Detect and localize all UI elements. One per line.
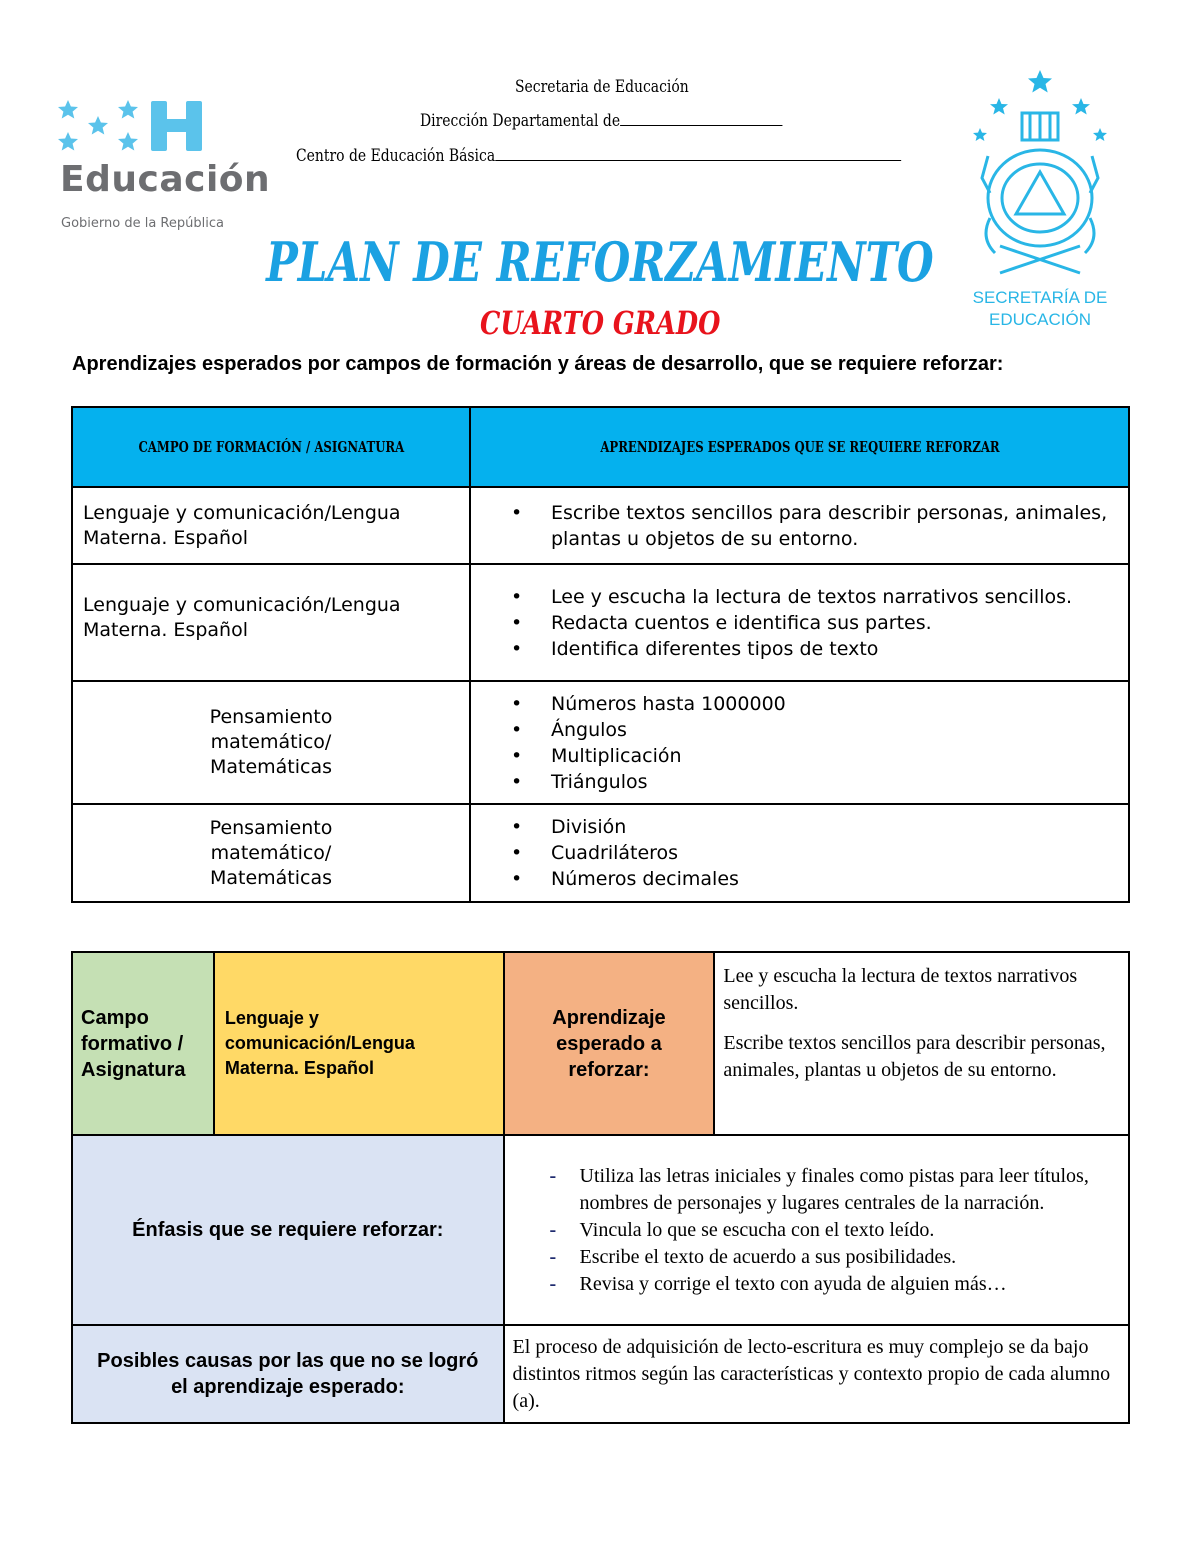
- enfasis-item: - Utiliza las letras iniciales y finales como pistas para leer títulos, nombres de personajes y lugares centrales de la narración.: [550, 1163, 1108, 1217]
- logo-name: Educación: [60, 159, 271, 200]
- seal-text-1: SECRETARÍA DE: [972, 288, 1108, 307]
- org-line: [515, 77, 689, 97]
- intro-text: Aprendizajes esperados por campos de formación y áreas de desarrollo, que se requiere reforzar:: [72, 353, 1004, 375]
- enfasis-item: - Revisa y corrige el texto con ayuda de alguien más…: [550, 1271, 1108, 1298]
- table-row: [72, 681, 1129, 804]
- enfasis-label: Énfasis que se requiere reforzar:: [72, 1135, 504, 1325]
- table-row: [72, 487, 1129, 564]
- aprendizaje-text-1: Lee y escucha la lectura de textos narrativos sencillos.: [723, 965, 1078, 1014]
- table-row: [72, 1135, 1129, 1325]
- reinforcement-table: [71, 951, 1130, 1424]
- aprendizaje-value: [714, 952, 1129, 1135]
- causas-label: Posibles causas por las que no se logró el aprendizaje esperado:: [72, 1325, 504, 1423]
- dept-line: [420, 111, 782, 131]
- list-item: • Escribe textos sencillos para describir personas, animales, plantas u objetos de su entorno.: [511, 500, 1128, 552]
- learning-table: [71, 406, 1130, 903]
- list-item: • Redacta cuentos e identifica sus partes.: [511, 610, 1128, 636]
- list-item: • Números hasta 1000000: [511, 691, 1128, 717]
- causas-value: El proceso de adquisición de lecto-escritura es muy complejo se da bajo distintos ritmos según las características y contexto propio de cada alumno (a).: [504, 1325, 1129, 1423]
- list-item: • Identifica diferentes tipos de texto: [511, 636, 1128, 662]
- logo-subtitle: Gobierno de la República: [61, 216, 224, 231]
- list-item: • Multiplicación: [511, 743, 1128, 769]
- list-item: • Ángulos: [511, 717, 1128, 743]
- table-row: [72, 1325, 1129, 1423]
- enfasis-cell: [504, 1135, 1129, 1325]
- page-title: PLAN DE REFORZAMIENTO: [266, 230, 934, 294]
- table-row: [72, 804, 1129, 902]
- header-campo: CAMPO DE FORMACIÓN / ASIGNATURA: [72, 407, 470, 487]
- list-item: • Triángulos: [511, 769, 1128, 795]
- area-cell: Pensamiento matemático/ Matemáticas: [72, 804, 470, 902]
- items-cell: [470, 487, 1129, 564]
- table-header-row: [72, 407, 1129, 487]
- items-cell: [470, 681, 1129, 804]
- school-line-text: Centro de Educación Básica: [296, 146, 496, 166]
- area-cell: Lenguaje y comunicación/Lengua Materna. Español: [72, 487, 470, 564]
- table-row: [72, 952, 1129, 1135]
- enfasis-item: - Escribe el texto de acuerdo a sus posibilidades.: [550, 1244, 1108, 1271]
- org-line-text: Secretaria de Educación: [515, 77, 689, 97]
- items-cell: [470, 564, 1129, 681]
- list-item: • División: [511, 814, 1128, 840]
- list-item: • Lee y escucha la lectura de textos narrativos sencillos.: [511, 584, 1128, 610]
- grade-title: CUARTO GRADO: [479, 304, 721, 342]
- school-line: [296, 146, 901, 166]
- education-logo: [55, 95, 295, 240]
- header-aprendizajes: APRENDIZAJES ESPERADOS QUE SE REQUIERE REFORZAR: [470, 407, 1129, 487]
- list-item: • Números decimales: [511, 866, 1128, 892]
- dept-line-text: Dirección Departamental de: [420, 111, 621, 131]
- table-row: [72, 564, 1129, 681]
- seal-text-2: EDUCACIÓN: [988, 310, 1091, 329]
- dept-blank[interactable]: [620, 111, 782, 126]
- campo-label: Campo formativo / Asignatura: [72, 952, 214, 1135]
- area-cell: Lenguaje y comunicación/Lengua Materna. Español: [72, 564, 470, 681]
- school-blank[interactable]: [495, 146, 901, 161]
- aprendizaje-label: Aprendizaje esperado a reforzar:: [504, 952, 715, 1135]
- campo-value: Lenguaje y comunicación/Lengua Materna. Español: [214, 952, 504, 1135]
- list-item: • Cuadriláteros: [511, 840, 1128, 866]
- items-cell: [470, 804, 1129, 902]
- enfasis-item: - Vincula lo que se escucha con el texto leído.: [550, 1217, 1108, 1244]
- area-cell: Pensamiento matemático/ Matemáticas: [72, 681, 470, 804]
- aprendizaje-text-2: Escribe textos sencillos para describir personas, animales, plantas u objetos de su entorno.: [723, 1032, 1106, 1081]
